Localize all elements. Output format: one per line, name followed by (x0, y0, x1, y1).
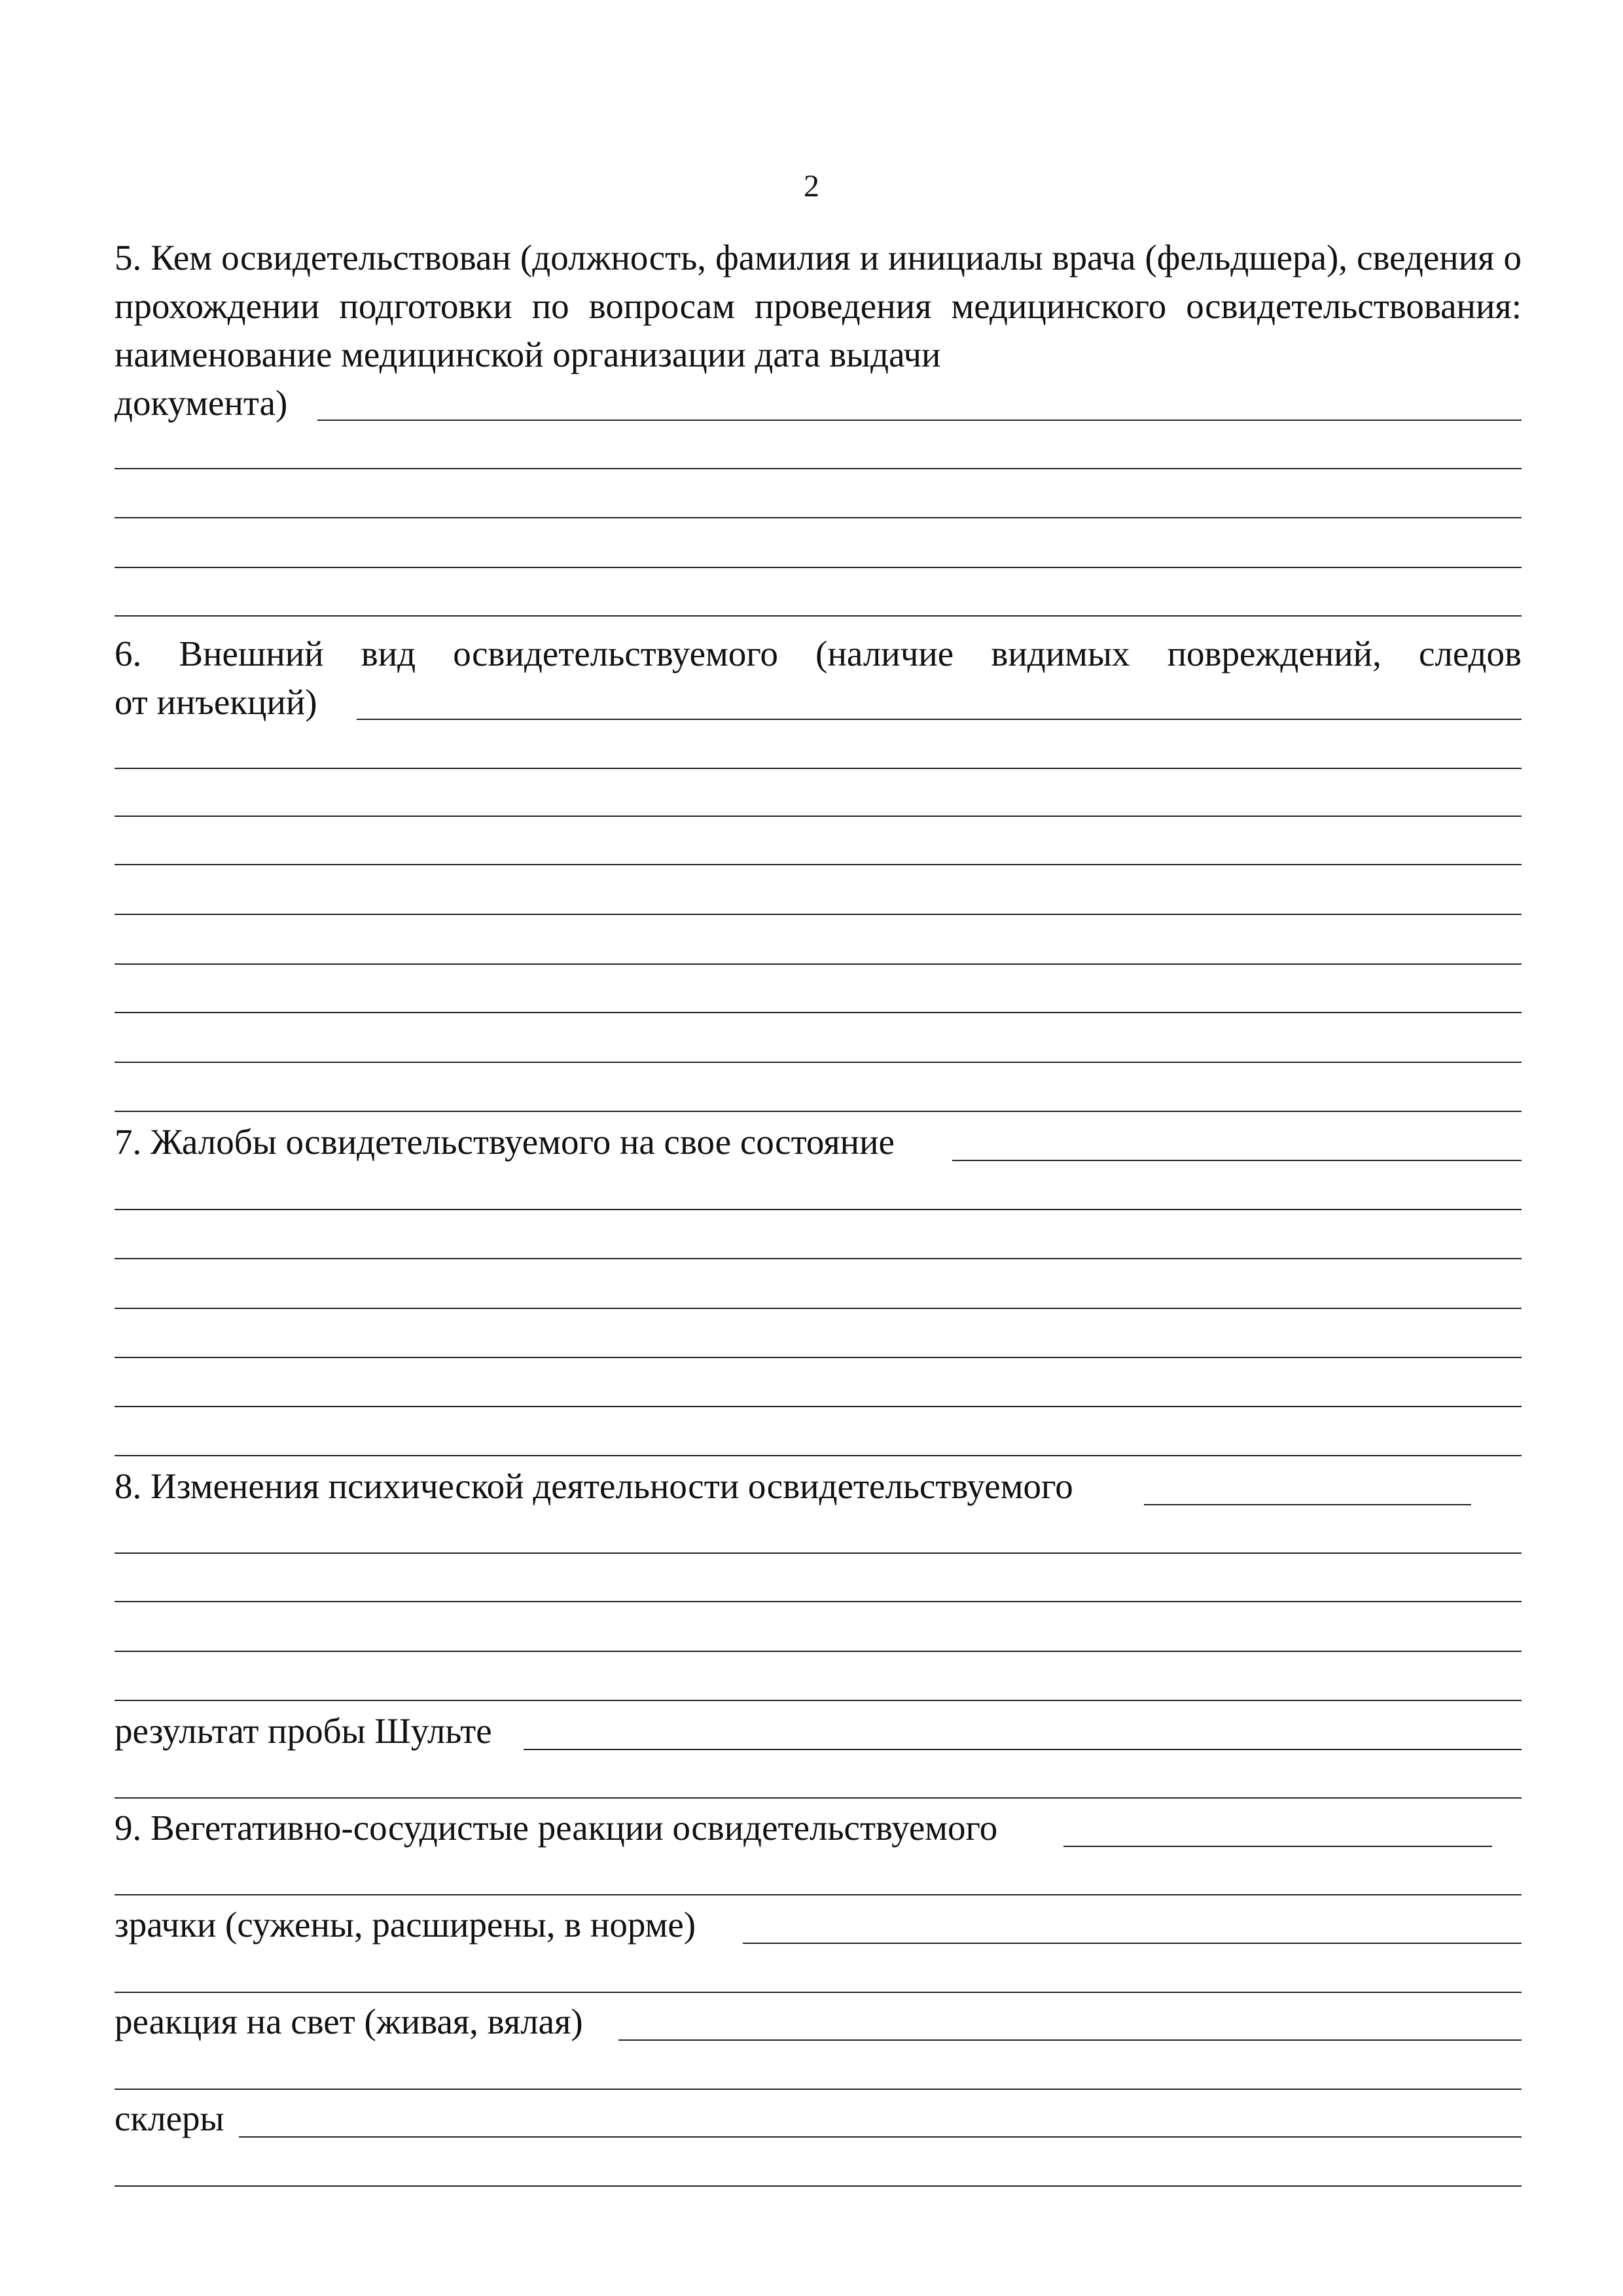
section6-answer-line[interactable] (115, 1111, 1522, 1112)
section8-answer-line[interactable] (115, 1601, 1522, 1602)
sclera-answer-line[interactable] (239, 2136, 1522, 2138)
section7-answer-line[interactable] (952, 1160, 1522, 1161)
section5-answer-line[interactable] (317, 420, 1522, 421)
schulte-answer-line[interactable] (115, 1797, 1522, 1799)
section5-answer-line[interactable] (115, 517, 1522, 518)
section7-answer-line[interactable] (115, 1308, 1522, 1309)
section8-answer-line[interactable] (115, 1651, 1522, 1652)
section6-answer-line[interactable] (357, 719, 1522, 720)
section5-answer-line[interactable] (115, 567, 1522, 568)
section8-label: 8. Изменения психической деятельности освидетельствуемого (115, 1466, 1073, 1506)
section9-answer-line[interactable] (115, 1894, 1522, 1895)
section7-answer-line[interactable] (115, 1406, 1522, 1407)
section6-answer-line[interactable] (115, 1062, 1522, 1063)
section6-answer-line[interactable] (115, 864, 1522, 865)
section7-answer-line[interactable] (115, 1258, 1522, 1259)
section8-answer-line[interactable] (115, 1700, 1522, 1701)
section6-line2: от инъекций) (115, 682, 317, 722)
section5-answer-line[interactable] (115, 468, 1522, 469)
sclera-label: склеры (115, 2098, 224, 2138)
light-reaction-answer-line[interactable] (115, 2089, 1522, 2090)
section6-answer-line[interactable] (115, 768, 1522, 769)
pupils-answer-line[interactable] (115, 1992, 1522, 1993)
section7-answer-line[interactable] (115, 1455, 1522, 1456)
section5-last-line: документа) (115, 383, 288, 423)
pupils-answer-line[interactable] (743, 1943, 1522, 1944)
section8-answer-line[interactable] (115, 1552, 1522, 1554)
section7-label: 7. Жалобы освидетельствуемого на свое состояние (115, 1122, 895, 1162)
section6-line1: 6. Внешний вид освидетельствуемого (наличие видимых повреждений, следов (115, 634, 1522, 673)
section9-label: 9. Вегетативно-сосудистые реакции освидетельствуемого (115, 1808, 998, 1848)
light-reaction-answer-line[interactable] (618, 2039, 1522, 2041)
section9-answer-line[interactable] (1063, 1846, 1492, 1847)
section5-answer-line[interactable] (115, 615, 1522, 617)
pupils-label: зрачки (сужены, расширены, в норме) (115, 1905, 696, 1945)
section6-answer-line[interactable] (115, 963, 1522, 965)
section6-answer-line[interactable] (115, 914, 1522, 915)
section7-answer-line[interactable] (115, 1357, 1522, 1358)
sclera-answer-line[interactable] (115, 2185, 1522, 2187)
section8-answer-line[interactable] (1144, 1504, 1471, 1505)
schulte-answer-line[interactable] (524, 1749, 1522, 1750)
schulte-label: результат пробы Шульте (115, 1711, 492, 1751)
section5-text: 5. Кем освидетельствован (должность, фамилия и инициалы врача (фельдшера), сведения о прохождении подготовки по вопросам проведения медицинского освидетельствования: наименование медицинской организации дата выдачи (115, 238, 1522, 374)
section6-answer-line[interactable] (115, 1012, 1522, 1013)
light-reaction-label: реакция на свет (живая, вялая) (115, 2001, 583, 2041)
section6-answer-line[interactable] (115, 816, 1522, 817)
section6-text (115, 630, 1522, 678)
page-number: 2 (804, 169, 819, 204)
section7-answer-line[interactable] (115, 1209, 1522, 1210)
